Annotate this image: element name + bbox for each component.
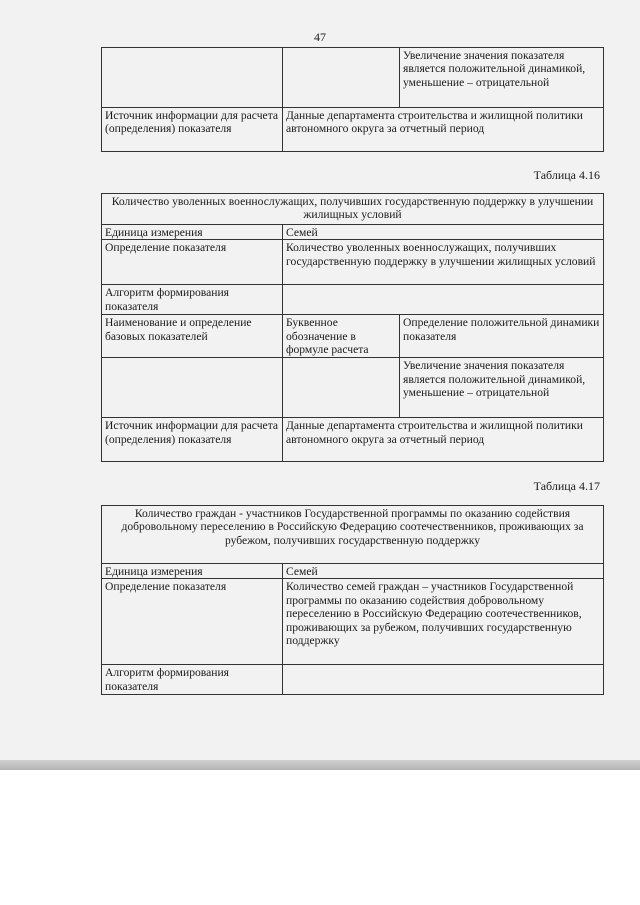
unit-value: Семей [283,225,604,240]
definition-label: Определение показателя [102,240,283,285]
table-4-17 [101,505,604,695]
table-title: Количество уволенных военнослужащих, получивших государственную поддержку в улучшении жилищных условий [102,194,604,225]
empty-cell [102,48,283,108]
dynamics-cell: Увеличение значения показателя является положительной динамикой, уменьшение – отрицательной [400,48,604,108]
algorithm-value [283,665,604,695]
positive-dynamics-label: Определение положительной динамики показателя [400,315,604,358]
table-title: Количество граждан - участников Государственной программы по оказанию содействия добровольному переселению в Российскую Федерацию соотечественников, проживающих за рубежом, получивших государственную поддержку [102,506,604,564]
page-number: 47 [314,30,326,44]
table-caption-4-16: Таблица 4.16 [533,168,600,182]
algorithm-value [283,285,604,315]
table-4-16 [101,193,604,462]
source-label: Источник информации для расчета (определения) показателя [102,418,283,462]
base-names-label: Наименование и определение базовых показателей [102,315,283,358]
unit-value: Семей [283,564,604,579]
scan-edge [0,760,640,770]
source-value: Данные департамента строительства и жилищной политики автономного округа за отчетный период [283,108,604,152]
definition-value: Количество семей граждан – участников Государственной программы по оказанию содействия добровольному переселению в Российскую Федерацию соотечественников, проживающих за рубежом, получивших государственную поддержку [283,579,604,665]
empty-cell [102,358,283,418]
letter-label: Буквенное обозначение в формуле расчета [283,315,400,358]
definition-value: Количество уволенных военнослужащих, получивших государственную поддержку в улучшении жилищных условий [283,240,604,285]
unit-label: Единица измерения [102,564,283,579]
source-label: Источник информации для расчета (определения) показателя [102,108,283,152]
source-value: Данные департамента строительства и жилищной политики автономного округа за отчетный период [283,418,604,462]
algorithm-label: Алгоритм формирования показателя [102,285,283,315]
dynamics-cell: Увеличение значения показателя является положительной динамикой, уменьшение – отрицательной [400,358,604,418]
unit-label: Единица измерения [102,225,283,240]
empty-cell [283,358,400,418]
empty-cell [283,48,400,108]
algorithm-label: Алгоритм формирования показателя [102,665,283,695]
continued-table [101,47,604,152]
definition-label: Определение показателя [102,579,283,665]
table-caption-4-17: Таблица 4.17 [533,479,600,493]
